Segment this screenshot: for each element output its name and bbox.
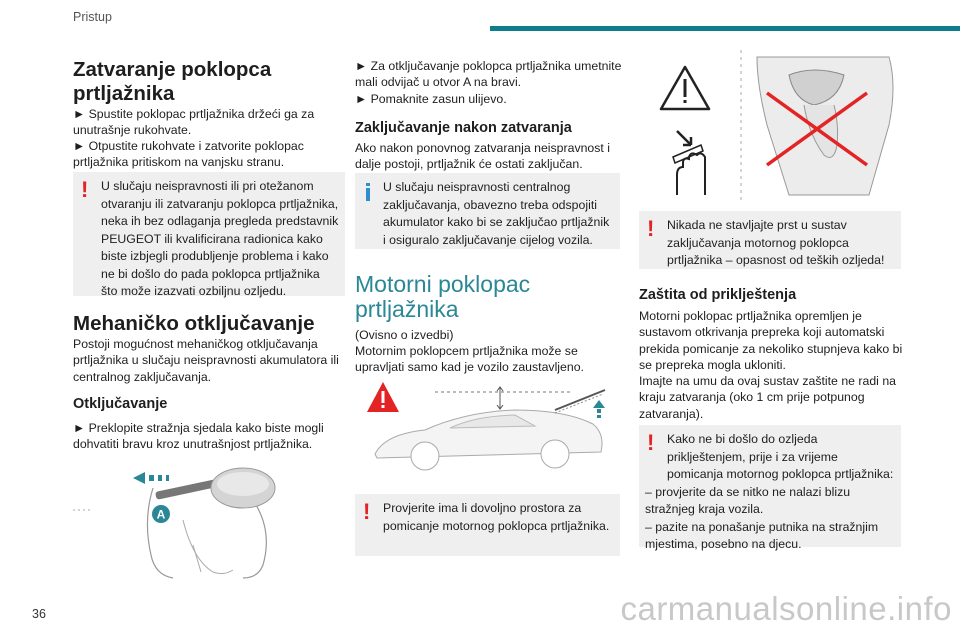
step-1: ► Spustite poklopac prtljažnika držeći ga za unutrašnje rukohvate. xyxy=(73,107,315,138)
warning-text-2: Provjerite ima li dovoljno prostora za pomicanje motornog poklopca prtljažnika. xyxy=(383,501,610,533)
warning-box-1 xyxy=(73,172,345,296)
warning-box-2 xyxy=(355,494,620,556)
warning-exclamation-icon: ! xyxy=(647,430,655,455)
mech-text: Postoji mogućnost mehaničkog otključavanja prtljažnika u slučaju neispravnosti akumulatora ili centralnog zaključavanja. xyxy=(73,337,339,384)
heading-protection: Zaštita od priklještenja xyxy=(639,287,797,303)
motor-text-2: Motornim poklopcem prtljažnika može se upravljati samo kad je vozilo zaustavljeno. xyxy=(355,344,584,375)
figure-label-a: A xyxy=(156,507,166,522)
watermark: carmanualsonline.info xyxy=(620,590,952,627)
warning-text-1: U slučaju neispravnosti ili pri otežanom otvaranju ili zatvaranju poklopca prtljažnika, neka ih bez odlaganja pregleda predstavnik PEUGEOT ili kvalificirana radionica kako biste izbjegli produbljenje problema i kako ne bi došlo do pada poklopca prtljažnika što može izazvati ozbiljnu ozljedu. xyxy=(101,179,339,298)
unlock-step: ► Preklopite stražnja sjedala kako biste mogli dohvatiti bravu kroz unutrašnjost prtljažnika. xyxy=(73,421,324,452)
lock-illustration xyxy=(73,460,345,585)
finger-warning-illustration xyxy=(639,45,903,205)
relock-text: Ako nakon ponovnog zatvaranja neispravnost i dalje postoji, prtljažnik će ostati zaključan. xyxy=(355,141,610,172)
info-box xyxy=(355,173,620,249)
warning-intro-4: Kako ne bi došlo do ozljeda priklještenjem, prije i za vrijeme pomicanja motornog poklopca prtljažnika: xyxy=(667,432,894,481)
heading-relock: Zaključavanje nakon zatvaranja xyxy=(355,120,572,136)
warning-text-3: Nikada ne stavljajte prst u sustav zaključavanja motornog poklopca prtljažnika – opasnost od teških ozljeda! xyxy=(667,218,885,267)
info-icon xyxy=(366,183,370,201)
warning-item-1: – provjerite da se nitko ne nalazi blizu stražnjeg kraja vozila. xyxy=(645,484,851,516)
warning-box-3 xyxy=(639,211,901,269)
warning-item-2: – pazite na ponašanje putnika na stražnjim mjestima, posebno na djecu. xyxy=(645,519,879,551)
warning-exclamation-icon: ! xyxy=(363,499,371,524)
step-4: ► Pomaknite zasun ulijevo. xyxy=(355,92,507,106)
protect-text-1: Motorni poklopac prtljažnika opremljen je sustavom otkrivanja prepreka koji automatski prekida pomicanje za nekoliko stupnjeva kako bi se prepreka mogla ukloniti. xyxy=(639,309,903,372)
heading-unlock: Otključavanje xyxy=(73,396,168,412)
car-clearance-illustration xyxy=(355,382,623,482)
protect-text-2: Imajte na umu da ovaj sustav zaštite ne radi na kraju zatvaranja (oko 1 cm prije potpunog zatvaranja). xyxy=(639,374,897,421)
warning-box-4 xyxy=(639,425,901,551)
heading-motor: Motorni poklopac prtljažnika xyxy=(355,271,531,322)
motor-text-1: (Ovisno o izvedbi) xyxy=(355,328,454,342)
warning-exclamation-icon: ! xyxy=(647,216,655,241)
step-3: ► Za otključavanje poklopca prtljažnika umetnite mali odvijač u otvor A na bravi. xyxy=(355,59,622,90)
warning-exclamation-icon: ! xyxy=(81,177,89,202)
section-label: Pristup xyxy=(73,10,112,24)
info-text: U slučaju neispravnosti centralnog zaključavanja, obavezno treba odspojiti akumulator kako bi se zaključao prtljažnik i osiguralo zaključavanje cijelog vozila. xyxy=(383,180,610,247)
step-2: ► Otpustite rukohvate i zatvorite poklopac prtljažnika pritiskom na vanjsku stranu. xyxy=(73,139,304,170)
heading-mechanical: Mehaničko otključavanje xyxy=(73,312,315,335)
header-bar xyxy=(490,26,960,31)
page-number: 36 xyxy=(32,607,46,621)
heading-closing: Zatvaranje poklopca prtljažnika xyxy=(73,58,272,105)
